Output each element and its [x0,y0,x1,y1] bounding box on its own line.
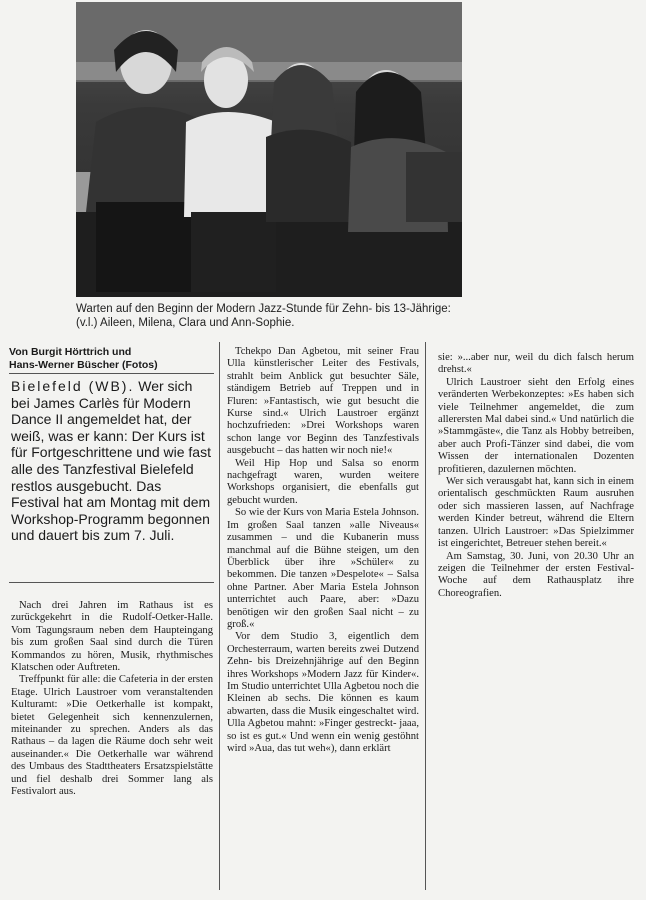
byline-line-2: Hans-Werner Büscher (Fotos) [9,359,158,371]
column-rule-1 [219,342,220,890]
caption-line-1: Warten auf den Beginn der Modern Jazz-Stunde für Zehn- bis 13-Jährige: [76,303,451,315]
column2-paragraph-2: Weil Hip Hop und Salsa so enorm nachgefragt waren, wurden weitere Workshops organisiert, die ebenfalls gut gebucht wurden. [227,457,419,506]
column-rule-2 [425,342,426,890]
lead-box-bottom-rule [9,582,214,583]
column3-paragraph-2: Ulrich Laustroer sieht den Erfolg eines veränderten Werbekonzeptes: »Es haben sich viele Teilnehmer angemeldet, die zum allerersten Mal dabei sind.« Und natürlich die »Stammgäste«, die Tanz als Hobby betreiben, aber auch Profi-Tänzer sind dabei, die vom Wissen der internationalen Dozenten profitieren, dazulernen möchten. [438,376,634,475]
byline-line-1: Von Burgit Hörttrich und [9,346,132,358]
column2-paragraph-4: Vor dem Studio 3, eigentlich dem Orchesterraum, warten bereits zwei Dutzend Zehn- bis Dreizehnjährige auf den Beginn ihres Workshops »Modern Jazz für Kinder«. Im Studio unterrichtet Ulla Agbetou noch die Kleinen ab sechs. Die können es kaum abwarten, dass die Musik eingeschaltet wird. Ulla Agbetou mahnt: »Finger gestreckt- jaaa, so ist es gut.« Und wenn ein wenig gestöhnt wird »Aua, das tut weh«), dann erklärt [227,631,419,754]
article-column-3 [438,352,634,600]
lead-paragraph [11,378,213,544]
column2-paragraph-1: Tchekpo Dan Agbetou, mit seiner Frau Ulla künstlerischer Leiter des Festivals, strahlt beim Anblick gut besuchter Säle, ständigem Betrieb auf Treppen und in Fluren: »Fantastisch, wie gut besucht die Kurse sind.« Ulrich Laustroer ergänzt hochzufrieden: »Drei Workshops waren schon lange vor Beginn des Tanzfestivals ausgebucht – das hatten wir noch nie!« [227,346,419,457]
column3-paragraph-1: sie: »...aber nur, weil du dich falsch herum drehst.« [438,352,634,376]
column3-paragraph-4: Am Samstag, 30. Juni, von 20.30 Uhr an zeigen die Teilnehmer der ersten Festival-Woche auf dem Rathausplatz ihre Choreografien. [438,550,634,599]
caption-line-2: (v.l.) Aileen, Milena, Clara und Ann-Sophie. [76,317,295,329]
article-photo [76,2,462,297]
article-column-1 [11,600,213,799]
byline [9,346,212,372]
photo-caption [76,302,468,330]
dancers-photo-illustration [76,2,462,297]
article-column-2 [227,346,419,755]
column3-paragraph-3: Wer sich verausgabt hat, kann sich in einem orientalisch geschmückten Raum ausruhen oder sich massieren lassen, auf Nachfrage werden Kinder betreut, während die Eltern tanzen. Ulrich Laustroer: »Das Spielzimmer ist eingerichtet, Betreuer stehen bereit.« [438,476,634,550]
lead-box-top-rule [9,373,214,374]
column2-paragraph-3: So wie der Kurs von Maria Estela Johnson. Im großen Saal tanzen »alle Niveaus« zusammen – und die Kubanerin muss manchmal auf die Bühne steigen, um den Überblick über ihre »Schüler« zu bekommen. Die tanzen »Despelote« – Salsa ohne Partner. Aber Maria Estela Johnson unterrichtet auch Paare, aber: »Dazu benötigen wir den großen Saal nicht – zu groß.« [227,507,419,630]
column1-paragraph-2: Treffpunkt für alle: die Cafeteria in der ersten Etage. Ulrich Laustroer vom veranstaltenden Kulturamt: »Die Oetkerhalle ist kompakt, bietet Gelegenheit sich kennenzulernen, miteinander zu sprechen. Anders als das Rathaus – da lagen die Räume doch sehr weit auseinander.« Die Oetkerhalle war während des Umbaus des Stadttheaters Ersatzspielstätte und fiel deshalb drei Sommer lang als Festivalort aus. [11,674,213,798]
dateline: Bielefeld (WB). [11,378,135,394]
column1-paragraph-1: Nach drei Jahren im Rathaus ist es zurückgekehrt in die Rudolf-Oetker-Halle. Vom Tagungsraum neben dem Haupteingang bis zum großen Saal sind durch die Türen Kommandos zu hören, Musik, rhythmisches Klatschen oder Auftreten. [11,600,213,674]
lead-text: Wer sich bei James Carlès für Modern Dance II angemeldet hat, der weiß, was er kann: Der Kurs ist für Fortgeschrittene und wie fast alle des Tanzfestival Bielefeld restlos ausgebucht. Das Festival hat am Montag mit dem Workshop-Programm begonnen und dauert bis zum 7. Juli. [11,378,211,544]
